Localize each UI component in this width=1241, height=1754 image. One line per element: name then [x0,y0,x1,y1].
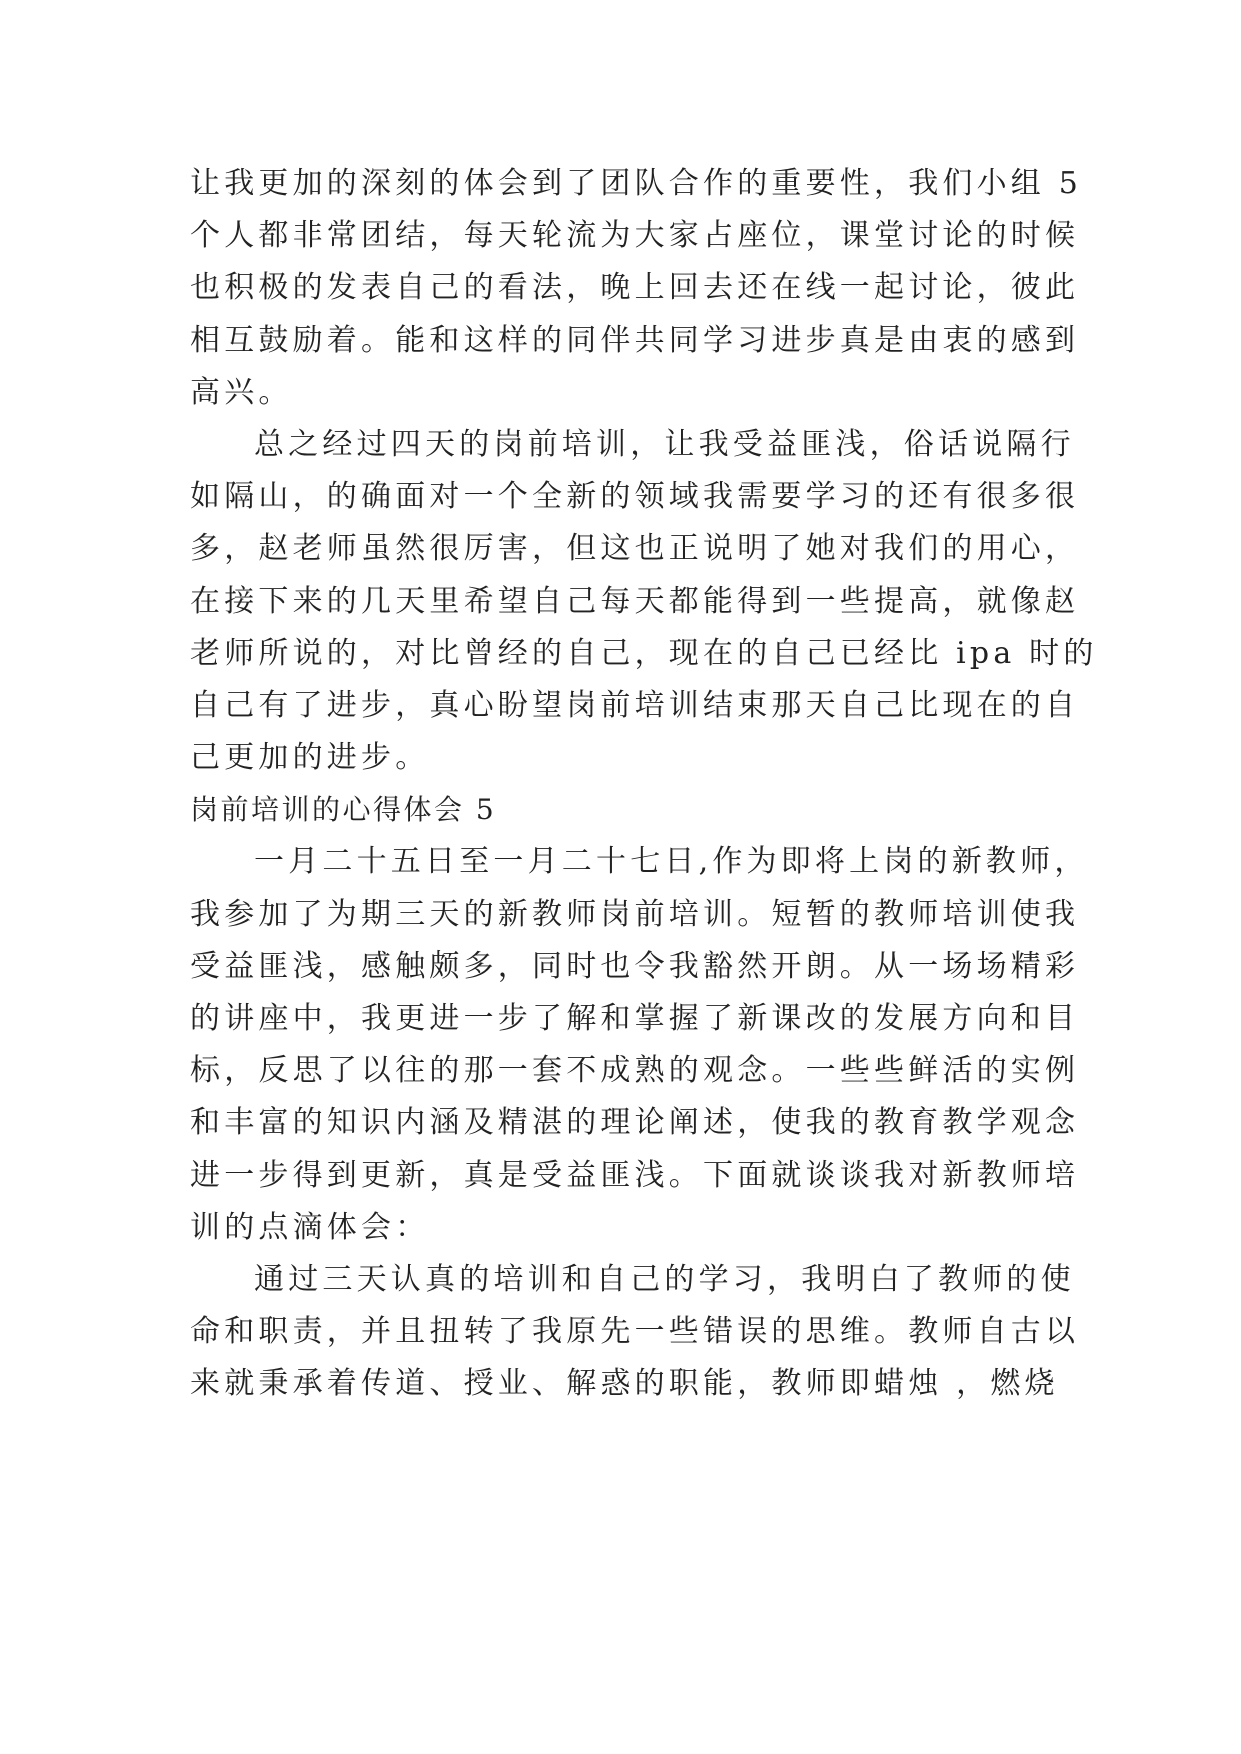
text-line: 的讲座中，我更进一步了解和掌握了新课改的发展方向和目 [190,1001,1080,1036]
text-line: 自己有了进步，真心盼望岗前培训结束那天自己比现在的自 [190,687,1080,723]
text-line: 标，反思了以往的那一套不成熟的观念。一些些鲜活的实例 [190,1053,1080,1089]
text-line: 一月二十五日至一月二十七日,作为即将上岗的新教师， [254,844,1089,880]
section-heading: 岗前培训的心得体会 5 [190,793,497,827]
paragraph [190,158,1083,419]
text-line: 来就秉承着传道、授业、解惑的职能，教师即蜡烛 ，燃烧 [190,1366,1059,1402]
paragraph [190,419,1098,784]
text-line: 让我更加的深刻的体会到了团队合作的重要性，我们小组 5 [190,166,1083,201]
text-line: 己更加的进步。 [190,740,430,776]
paragraph [190,1254,1080,1411]
paragraph [190,836,1089,1254]
text-line: 个人都非常团结，每天轮流为大家占座位，课堂讨论的时候 [190,218,1080,254]
text-line: 在接下来的几天里希望自己每天都能得到一些提高，就像赵 [190,583,1080,619]
text-line: 老师所说的，对比曾经的自己，现在的自己已经比 ipa 时的 [190,635,1098,671]
text-line: 通过三天认真的培训和自己的学习，我明白了教师的使 [254,1261,1075,1297]
document-body [190,158,1098,1411]
text-line: 命和职责，并且扭转了我原先一些错误的思维。教师自古以 [190,1314,1080,1350]
text-line: 也积极的发表自己的看法，晚上回去还在线一起讨论，彼此 [190,270,1080,306]
text-line: 多，赵老师虽然很厉害，但这也正说明了她对我们的用心， [190,531,1080,567]
text-line: 相互鼓励着。能和这样的同伴共同学习进步真是由衷的感到 [190,322,1080,358]
text-line: 受益匪浅，感触颇多，同时也令我豁然开朗。从一场场精彩 [190,948,1080,984]
text-line: 总之经过四天的岗前培训，让我受益匪浅，俗话说隔行 [254,426,1075,462]
text-line: 如隔山，的确面对一个全新的领域我需要学习的还有很多很 [190,479,1080,515]
text-line: 和丰富的知识内涵及精湛的理论阐述，使我的教育教学观念 [190,1105,1080,1141]
text-line: 训的点滴体会： [190,1209,430,1245]
text-line: 进一步得到更新，真是受益匪浅。下面就谈谈我对新教师培 [190,1157,1080,1193]
text-line: 我参加了为期三天的新教师岗前培训。短暂的教师培训使我 [190,896,1080,932]
text-line: 高兴。 [190,374,293,410]
